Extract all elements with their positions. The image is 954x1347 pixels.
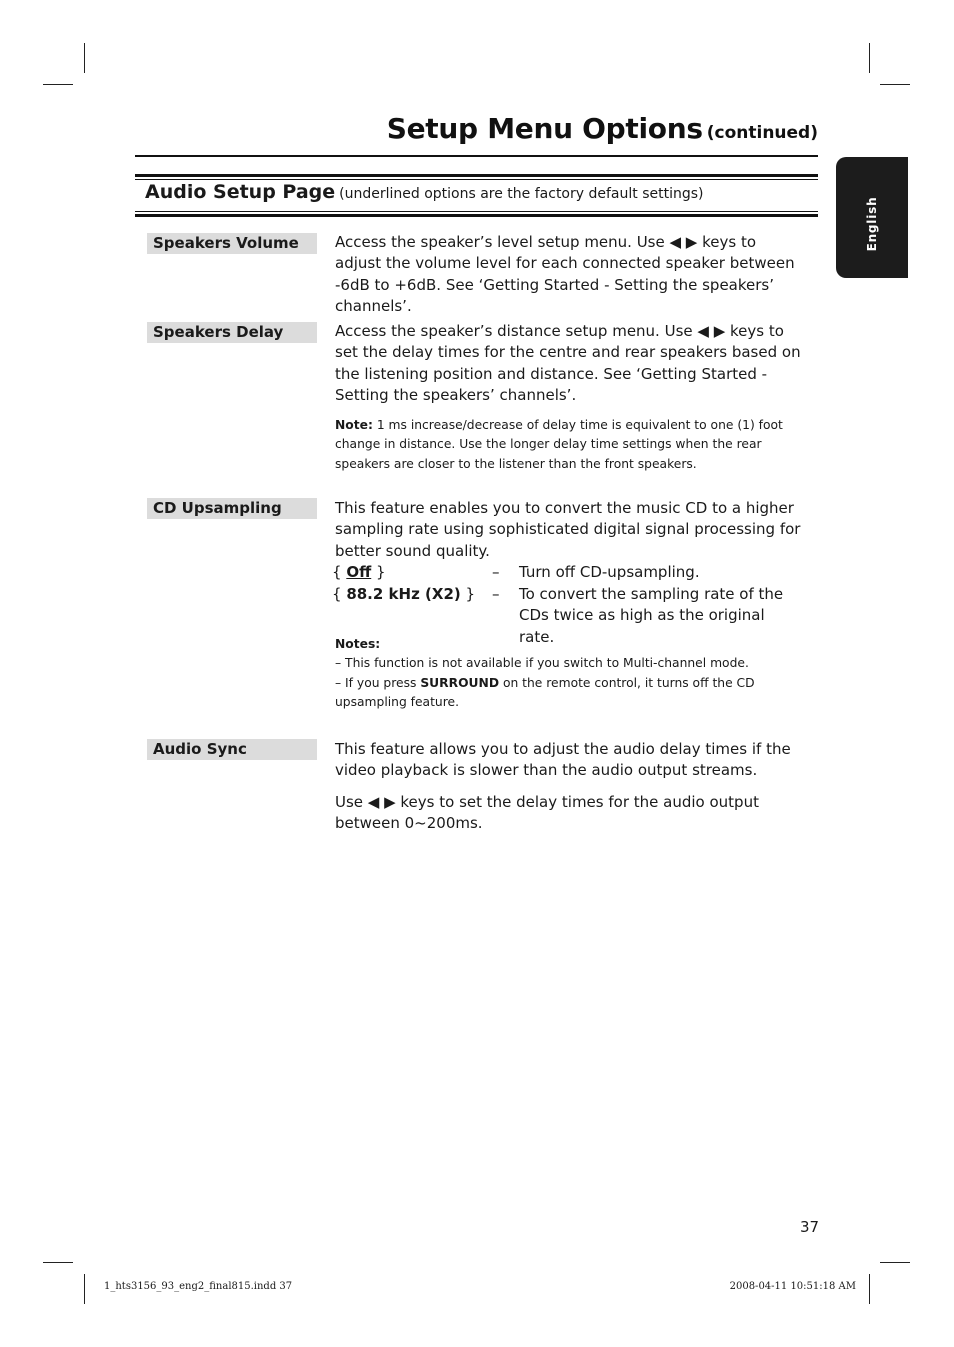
note-2-bold: SURROUND — [420, 675, 500, 690]
crop-mark — [869, 43, 870, 73]
section-rule-bottom-thin — [135, 211, 818, 212]
audio-sync-text-2: Use ◀ ▶ keys to set the delay times for the audio output between 0~200ms. — [335, 793, 759, 833]
note-label: Note: — [335, 418, 373, 432]
note-text: 1 ms increase/decrease of delay time is equivalent to one (1) foot change in distance. Use the longer delay time settings when the rear speakers are closer to the listener than the front speakers. — [335, 418, 783, 471]
language-tab-label: English — [865, 196, 879, 252]
audio-sync-description-2 — [335, 792, 805, 835]
crop-mark — [880, 1262, 910, 1263]
speakers-volume-description — [335, 232, 805, 317]
page-number: 37 — [800, 1218, 820, 1236]
note-2-post: on the remote control, it turns off the CD upsampling feature. — [335, 675, 755, 709]
speakers-delay-note — [335, 416, 805, 474]
crop-mark — [43, 84, 73, 85]
audio-sync-description-1 — [335, 739, 805, 782]
speakers-delay-text: Access the speaker’s distance setup menu. Use ◀ ▶ keys to set the delay times for the centre and rear speakers based on the listening position and distance. See ‘Getting Started - Setting the speakers’ channels’. — [335, 322, 801, 404]
option-off — [332, 562, 386, 583]
speakers-volume-label: Speakers Volume — [147, 233, 317, 254]
title-rule — [135, 155, 818, 157]
section-name: Audio Setup Page — [145, 181, 336, 203]
brace-close: } — [371, 563, 386, 581]
option-off-dash: – — [492, 563, 500, 581]
speakers-volume-text: Access the speaker’s level setup menu. Use ◀ ▶ keys to adjust the volume level for each connected speaker between -6dB to +6dB. See ‘Getting Started - Setting the speakers’ channels’. — [335, 233, 795, 315]
note-2-pre: – If you press — [335, 675, 421, 690]
page-title — [387, 112, 818, 145]
cd-upsampling-notes — [335, 635, 805, 712]
footer-timestamp: 2008-04-11 10:51:18 AM — [729, 1281, 856, 1292]
language-tab — [836, 157, 908, 278]
brace-open: { — [332, 585, 347, 603]
section-rule-bottom — [135, 214, 818, 217]
section-heading — [145, 181, 704, 203]
crop-mark — [84, 1274, 85, 1304]
cd-upsampling-label: CD Upsampling — [147, 498, 317, 519]
note-1: – This function is not available if you switch to Multi-channel mode. — [335, 656, 749, 671]
speakers-delay-label: Speakers Delay — [147, 322, 317, 343]
option-88khz — [332, 584, 475, 605]
crop-mark — [880, 84, 910, 85]
speakers-delay-description — [335, 321, 805, 406]
crop-mark — [84, 43, 85, 73]
option-88khz-desc: To convert the sampling rate of the CDs twice as high as the original rate. — [519, 585, 784, 646]
title-main: Setup Menu Options — [386, 112, 703, 145]
option-off-name: Off — [346, 563, 372, 581]
section-note: (underlined options are the factory default settings) — [339, 186, 704, 202]
option-off-desc: Turn off CD-upsampling. — [519, 563, 700, 581]
brace-close: } — [460, 585, 476, 603]
section-rule-top — [135, 174, 818, 177]
notes-label: Notes: — [335, 637, 381, 651]
cd-upsampling-description — [335, 498, 805, 562]
cd-upsampling-text: This feature enables you to convert the music CD to a higher sampling rate using sophisticated digital signal processing for better sound quality. — [335, 499, 801, 560]
note-2 — [335, 674, 805, 713]
option-88khz-dash: – — [492, 585, 500, 603]
audio-sync-text-1: This feature allows you to adjust the audio delay times if the video playback is slower than the audio output streams. — [335, 740, 791, 780]
crop-mark — [43, 1262, 73, 1263]
crop-mark — [869, 1274, 870, 1304]
audio-sync-label: Audio Sync — [147, 739, 317, 760]
title-continued: (continued) — [706, 123, 818, 143]
option-88khz-name: 88.2 kHz (X2) — [346, 585, 461, 603]
brace-open: { — [332, 563, 347, 581]
section-rule-top-thin — [135, 179, 818, 180]
footer-file: 1_hts3156_93_eng2_final815.indd 37 — [104, 1281, 293, 1292]
